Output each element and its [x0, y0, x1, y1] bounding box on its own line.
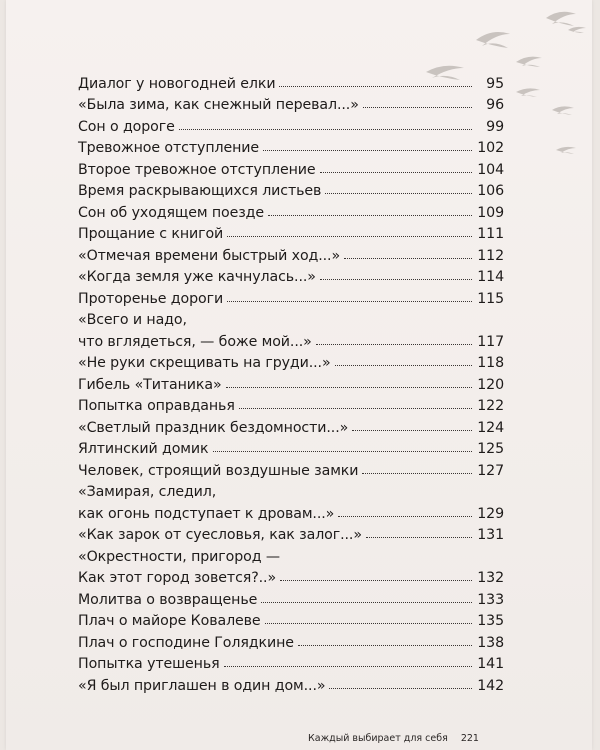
dot-leader [335, 364, 472, 366]
toc-entry-title: «Светлый праздник бездомности...» [78, 419, 349, 436]
toc-entry [78, 199, 504, 221]
toc-page-number: 117 [477, 333, 504, 350]
toc-page-number: 106 [477, 183, 504, 199]
toc-entry [78, 436, 504, 458]
dot-leader [226, 386, 472, 388]
dot-leader [298, 644, 472, 646]
toc-entry-title: «Не руки скрещивать на груди...» [78, 355, 331, 371]
toc-entry [78, 672, 504, 694]
toc-entry [78, 393, 504, 415]
page-footer [308, 733, 508, 744]
toc-page-number: 141 [477, 656, 504, 672]
toc-entry [78, 242, 504, 264]
toc-page-number: 114 [477, 269, 504, 285]
toc-entry-title: «Как зарок от суесловья, как залог...» [78, 527, 362, 543]
toc-page-number: 133 [477, 591, 504, 608]
toc-page-number: 104 [477, 161, 504, 178]
toc-page-number: 142 [477, 677, 504, 694]
toc-entry [78, 92, 504, 114]
toc-page-number: 127 [477, 462, 504, 479]
toc-entry-title: Попытка утешенья [78, 656, 220, 672]
dot-leader [268, 214, 472, 216]
toc-entry [78, 629, 504, 651]
toc-entry [78, 522, 504, 544]
toc-entry-title: как огонь подступает к дровам...» [78, 505, 335, 522]
toc-entry [78, 565, 504, 587]
toc-entry-title: «Когда земля уже качнулась...» [78, 269, 316, 285]
toc-entry-title: Сон об уходящем поезде [78, 204, 264, 221]
toc-entry-title: Плач о майоре Ковалеве [78, 613, 261, 629]
dot-leader [213, 450, 473, 452]
dot-leader [316, 343, 472, 345]
toc-entry [78, 651, 504, 673]
toc-entry [78, 264, 504, 286]
table-of-contents [78, 70, 504, 694]
toc-entry-title: «Была зима, как снежный перевал...» [78, 97, 359, 113]
dot-leader [366, 536, 472, 538]
toc-page-number: 122 [477, 398, 504, 414]
toc-entry [78, 307, 504, 329]
toc-entry [78, 328, 504, 350]
running-title: Каждый выбирает для себя [308, 733, 448, 744]
dot-leader [329, 687, 472, 689]
toc-page-number: 115 [477, 290, 504, 307]
toc-page-number: 129 [477, 505, 504, 522]
dot-leader [363, 106, 472, 108]
toc-entry [78, 500, 504, 522]
toc-entry-title: Плач о господине Голядкине [78, 634, 294, 651]
toc-entry [78, 156, 504, 178]
toc-entry-title: Второе тревожное отступление [78, 161, 316, 178]
toc-page-number: 138 [477, 634, 504, 651]
toc-page-number: 95 [486, 75, 504, 92]
toc-entry [78, 543, 504, 565]
toc-entry [78, 371, 504, 393]
toc-entry-title: Человек, строящий воздушные замки [78, 462, 359, 479]
dot-leader [265, 622, 472, 624]
toc-entry-title: «Я был приглашен в один дом...» [78, 677, 326, 694]
book-page [6, 0, 592, 750]
toc-entry [78, 350, 504, 372]
toc-entry-title: Время раскрывающихся листьев [78, 183, 322, 199]
dot-leader [280, 579, 472, 581]
toc-entry-title: Как этот город зовется?..» [78, 570, 277, 586]
toc-entry-title: Прощание с книгой [78, 226, 224, 242]
toc-page-number: 102 [477, 140, 504, 156]
toc-entry-title: Тревожное отступление [78, 140, 260, 156]
toc-entry-title: что вглядеться, — боже мой...» [78, 333, 312, 350]
toc-entry [78, 135, 504, 157]
toc-page-number: 132 [477, 570, 504, 586]
toc-page-number: 135 [477, 613, 504, 629]
toc-entry-title: «Всего и надо, [78, 312, 187, 328]
toc-page-number: 112 [477, 247, 504, 264]
toc-entry [78, 479, 504, 501]
toc-page-number: 111 [477, 226, 504, 242]
dot-leader [239, 407, 472, 409]
toc-entry-title: Молитва о возвращенье [78, 591, 258, 608]
dot-leader [261, 601, 472, 603]
dot-leader [279, 85, 472, 87]
toc-entry [78, 178, 504, 200]
toc-entry-title: «Окрестности, пригород — [78, 548, 280, 565]
dot-leader [325, 192, 472, 194]
dot-leader [227, 300, 472, 302]
toc-entry [78, 608, 504, 630]
dot-leader [344, 257, 472, 259]
toc-entry-title: Диалог у новогодней елки [78, 75, 276, 92]
toc-page-number: 96 [486, 97, 504, 113]
dot-leader [179, 128, 472, 130]
toc-entry-title: Проторенье дороги [78, 290, 224, 307]
toc-entry-title: «Отмечая времени быстрый ход...» [78, 247, 341, 264]
dot-leader [320, 278, 472, 280]
dot-leader [362, 472, 472, 474]
toc-page-number: 99 [486, 118, 504, 135]
dot-leader [227, 235, 472, 237]
toc-page-number: 118 [477, 355, 504, 371]
toc-entry-title: Гибель «Титаника» [78, 376, 222, 393]
toc-page-number: 131 [477, 527, 504, 543]
footer-page-number: 221 [460, 733, 479, 744]
toc-entry-title: Попытка оправданья [78, 398, 235, 414]
dot-leader [320, 171, 472, 173]
toc-page-number: 124 [477, 419, 504, 436]
toc-page-number: 109 [477, 204, 504, 221]
dot-leader [352, 429, 472, 431]
toc-entry [78, 221, 504, 243]
toc-page-number: 125 [477, 441, 504, 457]
dot-leader [263, 149, 472, 151]
toc-entry [78, 586, 504, 608]
toc-entry [78, 457, 504, 479]
toc-page-number: 120 [477, 376, 504, 393]
toc-entry-title: «Замирая, следил, [78, 484, 217, 500]
toc-entry [78, 414, 504, 436]
toc-entry [78, 70, 504, 92]
dot-leader [224, 665, 472, 667]
dot-leader [338, 515, 472, 517]
toc-entry-title: Ялтинский домик [78, 441, 209, 457]
toc-entry-title: Сон о дороге [78, 118, 175, 135]
toc-entry [78, 113, 504, 135]
toc-entry [78, 285, 504, 307]
